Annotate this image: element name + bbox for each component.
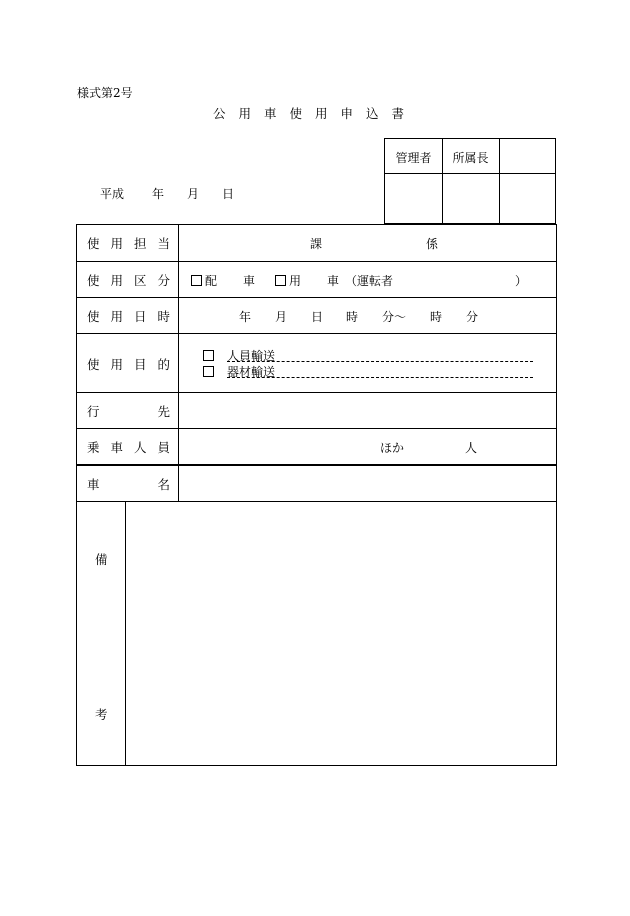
row-destination — [77, 392, 556, 429]
subsection-suffix: 係 — [426, 237, 439, 251]
date-day: 日 — [222, 187, 235, 201]
datetime-minute-end: 分 — [466, 310, 479, 324]
datetime-minute-start: 分〜 — [382, 310, 407, 324]
application-form-table — [76, 224, 557, 766]
passengers-unit: 人 — [465, 441, 478, 455]
driver-close: ） — [515, 274, 528, 288]
date-year: 年 — [152, 187, 165, 201]
checkbox-equipment-icon[interactable] — [203, 366, 214, 377]
section-suffix: 課 — [310, 237, 323, 251]
application-date[interactable] — [100, 185, 257, 202]
row-purpose — [77, 333, 556, 393]
page-title: 公用車使用申込書 — [212, 106, 417, 121]
row-datetime — [77, 297, 556, 334]
row-datetime-label: 使 用 日 時 — [87, 309, 170, 324]
row-vehicle-label: 車 名 — [87, 477, 170, 492]
driver-open: （運転者 — [345, 274, 394, 288]
date-month: 月 — [187, 187, 200, 201]
checkbox-service-icon[interactable] — [275, 275, 286, 286]
row-purpose-label: 使 用 目 的 — [87, 356, 170, 372]
row-datetime-field[interactable] — [179, 298, 556, 334]
director-stamp-cell[interactable] — [443, 174, 499, 224]
row-user-label: 使 用 担 当 — [87, 236, 170, 251]
datetime-month: 月 — [275, 310, 288, 324]
row-destination-label: 行 先 — [87, 404, 170, 419]
row-purpose-field — [179, 334, 556, 393]
checkbox-dispatch-icon[interactable] — [191, 275, 202, 286]
row-category-label: 使 用 区 分 — [87, 273, 170, 288]
datetime-hour-start: 時 — [346, 310, 359, 324]
row-user — [77, 225, 556, 261]
option-service-vehicle[interactable]: 用 車 — [275, 272, 339, 289]
remarks-label-bottom: 考 — [95, 707, 108, 722]
row-category — [77, 261, 556, 298]
datetime-year: 年 — [239, 310, 252, 324]
destination-input[interactable] — [179, 393, 556, 429]
row-vehicle — [77, 464, 556, 502]
form-number: 様式第2号 — [77, 86, 133, 100]
row-user-field[interactable] — [179, 225, 556, 261]
approval-stamp-box — [384, 138, 556, 224]
approval-director-label: 所属長 — [452, 151, 489, 165]
manager-stamp-cell[interactable] — [385, 174, 442, 224]
datetime-day: 日 — [311, 310, 324, 324]
vehicle-name-input[interactable] — [179, 466, 556, 502]
passengers-input[interactable] — [179, 429, 556, 465]
option-dispatch-vehicle[interactable]: 配 車 — [191, 272, 255, 289]
date-era: 平成 — [100, 187, 125, 201]
passengers-others: ほか — [380, 441, 405, 455]
row-category-field — [179, 262, 556, 298]
remarks-label-top: 備 — [95, 552, 108, 567]
row-passengers-label: 乗 車 人 員 — [87, 440, 170, 455]
option-personnel-transport[interactable]: 人員輸送 — [203, 347, 275, 364]
driver-name-input[interactable] — [394, 268, 509, 290]
approval-manager-label: 管理者 — [395, 151, 432, 165]
extra-stamp-cell[interactable] — [500, 139, 556, 224]
row-passengers — [77, 428, 556, 465]
option-equipment-transport[interactable]: 器材輸送 — [203, 363, 275, 380]
row-remarks — [77, 501, 556, 765]
remarks-input[interactable] — [126, 502, 556, 765]
datetime-hour-end: 時 — [430, 310, 443, 324]
checkbox-personnel-icon[interactable] — [203, 350, 214, 361]
